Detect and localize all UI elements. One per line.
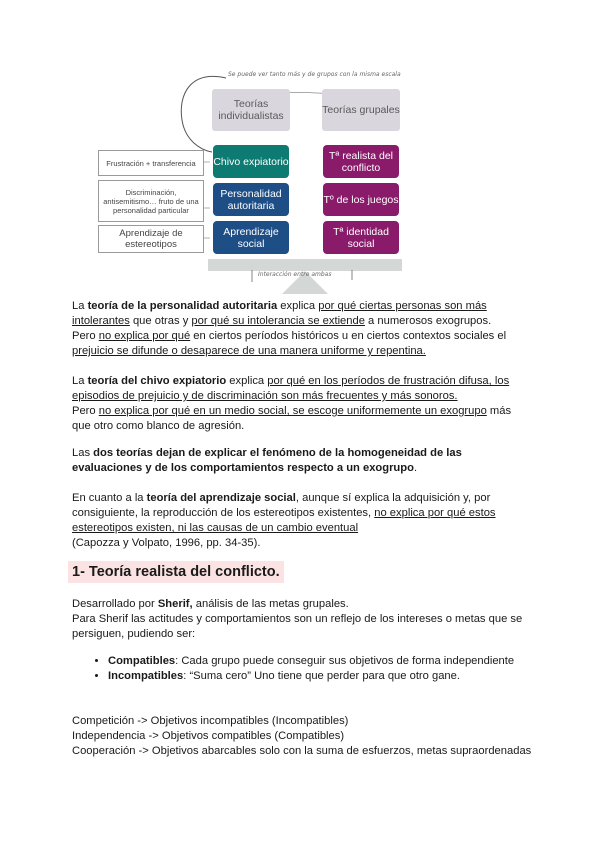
- relation-line: Cooperación -> Objetivos abarcables solo con la suma de esfuerzos, metas supraordenadas: [72, 745, 532, 757]
- box-label: Tº de los juegos: [323, 193, 399, 206]
- diagram-decoration: [0, 0, 600, 300]
- paragraph-dos-teorias: Las dos teorías dejan de explicar el fenómeno de la homogeneidad de las evaluaciones y de los comportamientos respecto a un exogrupo.: [72, 447, 462, 474]
- header-individualistas: [212, 89, 290, 131]
- list-item: • Compatibles: Cada grupo puede conseguir sus objetivos de forma independiente: [108, 654, 588, 669]
- header-grupales: [322, 89, 400, 131]
- relations-list: [72, 714, 542, 759]
- header-individualistas-label: Teorías individualistas: [218, 98, 284, 122]
- note-frustracion: [98, 150, 204, 176]
- handwritten-note-top: [228, 71, 401, 78]
- paragraph-chivo-expiatorio: La teoría del chivo expiatorio explica por qué en los períodos de frustración difusa, los episodios de prejuicio y de discriminación son más frecuentes y más sonoros. Pero no explica por qué en un medio social, se escoge uniformemente un exogrupo más que otro como blanco de agresión.: [72, 375, 512, 432]
- relation-line: Competición -> Objetivos incompatibles (Incompatibles): [72, 715, 349, 727]
- paragraph-personalidad-autoritaria: La teoría de la personalidad autoritaria explica por qué ciertas personas son más intolerantes que otras y por qué su intolerancia se extiende a numerosos exogrupos. Pero no explica por qué en ciertos períodos históricos u en ciertos contextos sociales el prejuicio se difunde o desaparece de una manera uniforme y repentina.: [72, 300, 507, 357]
- relation-line: Independencia -> Objetivos compatibles (Compatibles): [72, 730, 345, 742]
- list-item: • Incompatibles: “Suma cero” Uno tiene que perder para que otro gane.: [108, 669, 588, 684]
- note-discriminacion: [98, 180, 204, 222]
- handwritten-note-bottom-text: Interacción entre ambas: [258, 271, 332, 278]
- box-juegos: [323, 183, 399, 216]
- box-personalidad-autoritaria: [213, 183, 289, 216]
- box-identidad-social: [323, 221, 399, 254]
- note-label: Discriminación, antisemitismo… fruto de una personalidad particular: [103, 187, 199, 215]
- paragraph-sherif: Desarrollado por Sherif, análisis de las metas grupales. Para Sherif las actitudes y comportamientos son un reflejo de los intereses o metas que se persiguen, pudiendo ser:: [72, 598, 523, 640]
- paragraph-aprendizaje-social: En cuanto a la teoría del aprendizaje social, aunque sí explica la adquisición y, por consiguiente, la reproducción de los estereotipos existentes, no explica por qué estos estereotipos existen, ni las causas de un cambio eventual (Capozza y Volpato, 1996, pp. 34-35).: [72, 492, 496, 549]
- box-label: Chivo expiatorio: [213, 155, 289, 168]
- box-label: Aprendizaje social: [223, 225, 279, 250]
- box-chivo-expiatorio: [213, 145, 289, 178]
- box-aprendizaje-social: [213, 221, 289, 254]
- box-realista-conflicto: [323, 145, 399, 178]
- header-grupales-label: Teorías grupales: [322, 104, 400, 116]
- handwritten-note-bottom: [258, 271, 331, 278]
- side-bracket: [203, 162, 210, 238]
- handwritten-note-top-text: Se puede ver tanto más y de grupos con la misma escala: [228, 71, 401, 78]
- balance-beam: [208, 259, 402, 271]
- note-label: Aprendizaje de estereotipos: [119, 228, 183, 250]
- box-label: Tª identidad social: [333, 225, 389, 250]
- note-aprendizaje: [98, 225, 204, 253]
- box-label: Tª realista del conflicto: [329, 149, 393, 174]
- box-label: Personalidad autoritaria: [220, 187, 282, 212]
- goals-list: [72, 654, 588, 684]
- section-heading: 1- Teoría realista del conflicto.: [68, 561, 284, 583]
- note-label: Frustración + transferencia: [106, 158, 196, 168]
